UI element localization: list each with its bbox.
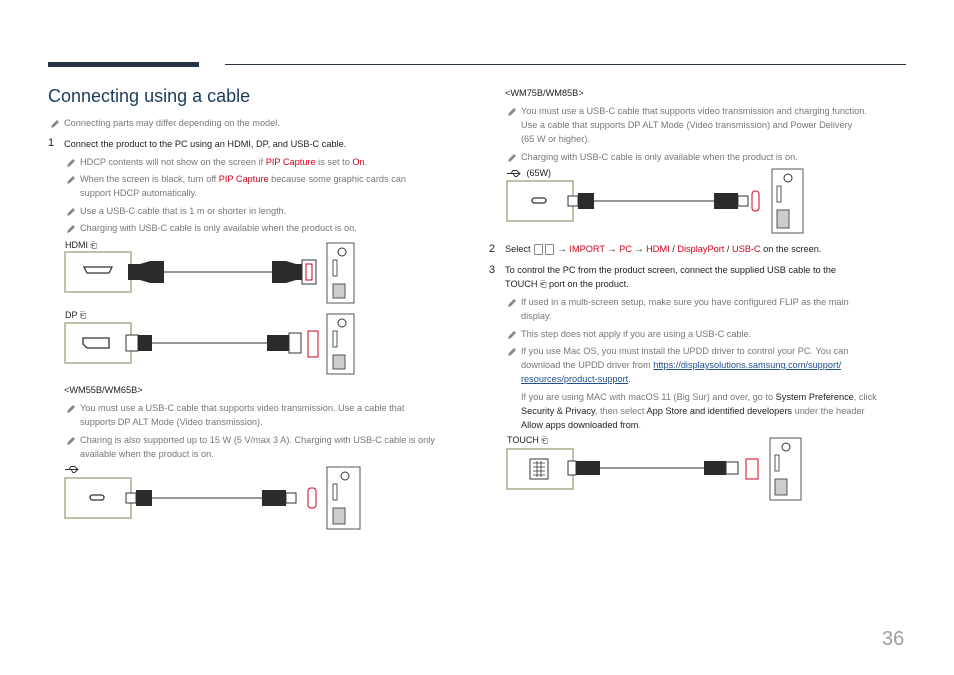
remote-key-icon [534,244,543,255]
step-1-number: 1 [48,137,55,149]
note-mac-c: resources/product-support. [521,374,631,384]
note-step-usbc: This step does not apply if you are using a USB-C cable. [521,329,752,339]
note-black-screen-line2: support HDCP automatically. [80,188,198,198]
note-large-2: Charging with USB-C cable is only available when the product is on. [521,152,798,162]
usbc-port [507,181,573,221]
note-large-1c: (65 W or higher). [521,134,590,144]
step-1-text: Connect the product to the PC using an HDMI, DP, and USB-C cable. [64,139,347,149]
touch-usb-connection-diagram [504,437,804,502]
note-pencil-icon [507,330,517,340]
mac-para-line1: If you are using MAC with macOS 11 (Big Sur) and over, go to System Preference, click [521,392,877,402]
remote-key-icon [545,244,554,255]
dp-port [65,323,131,363]
note-usbc-length: Use a USB-C cable that is 1 m or shorter in length. [80,206,287,216]
note-flip-a: If used in a multi-screen setup, make sure you have configured FLIP as the main [521,297,849,307]
dp-label: DP ⎗ [65,310,87,320]
usbc-small-connection-diagram [62,466,362,530]
model-small: <WM55B/WM65B> [64,385,143,395]
note-parts-differ: Connecting parts may differ depending on the model. [64,118,280,128]
hdmi-label: HDMI ⎗ [65,240,97,250]
note-pencil-icon [507,298,517,308]
note-pencil-icon [66,224,76,234]
note-mac-a: If you use Mac OS, you must install the UPDD driver to control your PC. You can [521,346,849,356]
step-3-line2: TOUCH ⎗ port on the product. [505,279,629,289]
step-3-number: 3 [489,264,496,276]
note-hdcp: HDCP contents will not show on the screen if PIP Capture is set to On. [80,157,368,167]
note-pencil-icon [66,404,76,414]
step-3-line1: To control the PC from the product screen, connect the supplied USB cable to the [505,265,836,275]
note-pencil-icon [66,158,76,168]
note-small-1a: You must use a USB-C cable that supports video transmission. Use a cable that [80,403,405,413]
page-number: 36 [882,628,905,650]
note-pencil-icon [507,153,517,163]
note-pencil-icon [507,107,517,117]
note-small-1b: supports DP ALT Mode (Video transmission). [80,417,263,427]
mac-para-line2: Security & Privacy, then select App Store and identified developers under the header [521,406,865,416]
note-usbc-power: Charging with USB-C cable is only available when the product is on. [80,223,357,233]
note-pencil-icon [66,207,76,217]
note-pencil-icon [50,119,60,129]
note-black-screen: When the screen is black, turn off PIP Capture because some graphic cards can [80,174,407,184]
updd-driver-link[interactable]: https://displaysolutions.samsung.com/support/ [653,360,842,370]
note-small-2a: Charing is also supported up to 15 W (5 V/max 3 A). Charging with USB-C cable is only [80,435,435,445]
note-pencil-icon [66,436,76,446]
updd-driver-link-cont[interactable]: resources/product-support [521,374,629,384]
step-2-text: Select → IMPORT → PC → HDMI / DisplayPort / USB-C on the screen. [505,244,822,254]
header-rule [225,64,906,65]
note-pencil-icon [507,347,517,357]
dp-connection-diagram [62,311,362,377]
model-large: <WM75B/WM85B> [505,88,584,98]
note-large-1b: Use a cable that supports DP ALT Mode (Video transmission) and Power Delivery [521,120,853,130]
note-flip-b: display. [521,311,552,321]
step-2-number: 2 [489,243,496,255]
usbc-large-connection-diagram [504,168,804,234]
hdmi-connection-diagram [62,240,362,305]
usbc-65w-label: (65W) [506,168,551,178]
usbc-port [65,478,131,518]
note-mac-b: download the UPDD driver from https://displaysolutions.samsung.com/support/ [521,360,842,370]
hdmi-port [65,252,131,292]
note-pencil-icon [66,175,76,185]
touch-label: TOUCH ⎗ [507,435,548,445]
section-title: Connecting using a cable [48,86,251,106]
mac-para-line3: Allow apps downloaded from. [521,420,642,430]
note-large-1a: You must use a USB-C cable that supports video transmission and charging function. [521,106,867,116]
header-bar-thick [48,62,199,67]
note-small-2b: available when the product is on. [80,449,214,459]
